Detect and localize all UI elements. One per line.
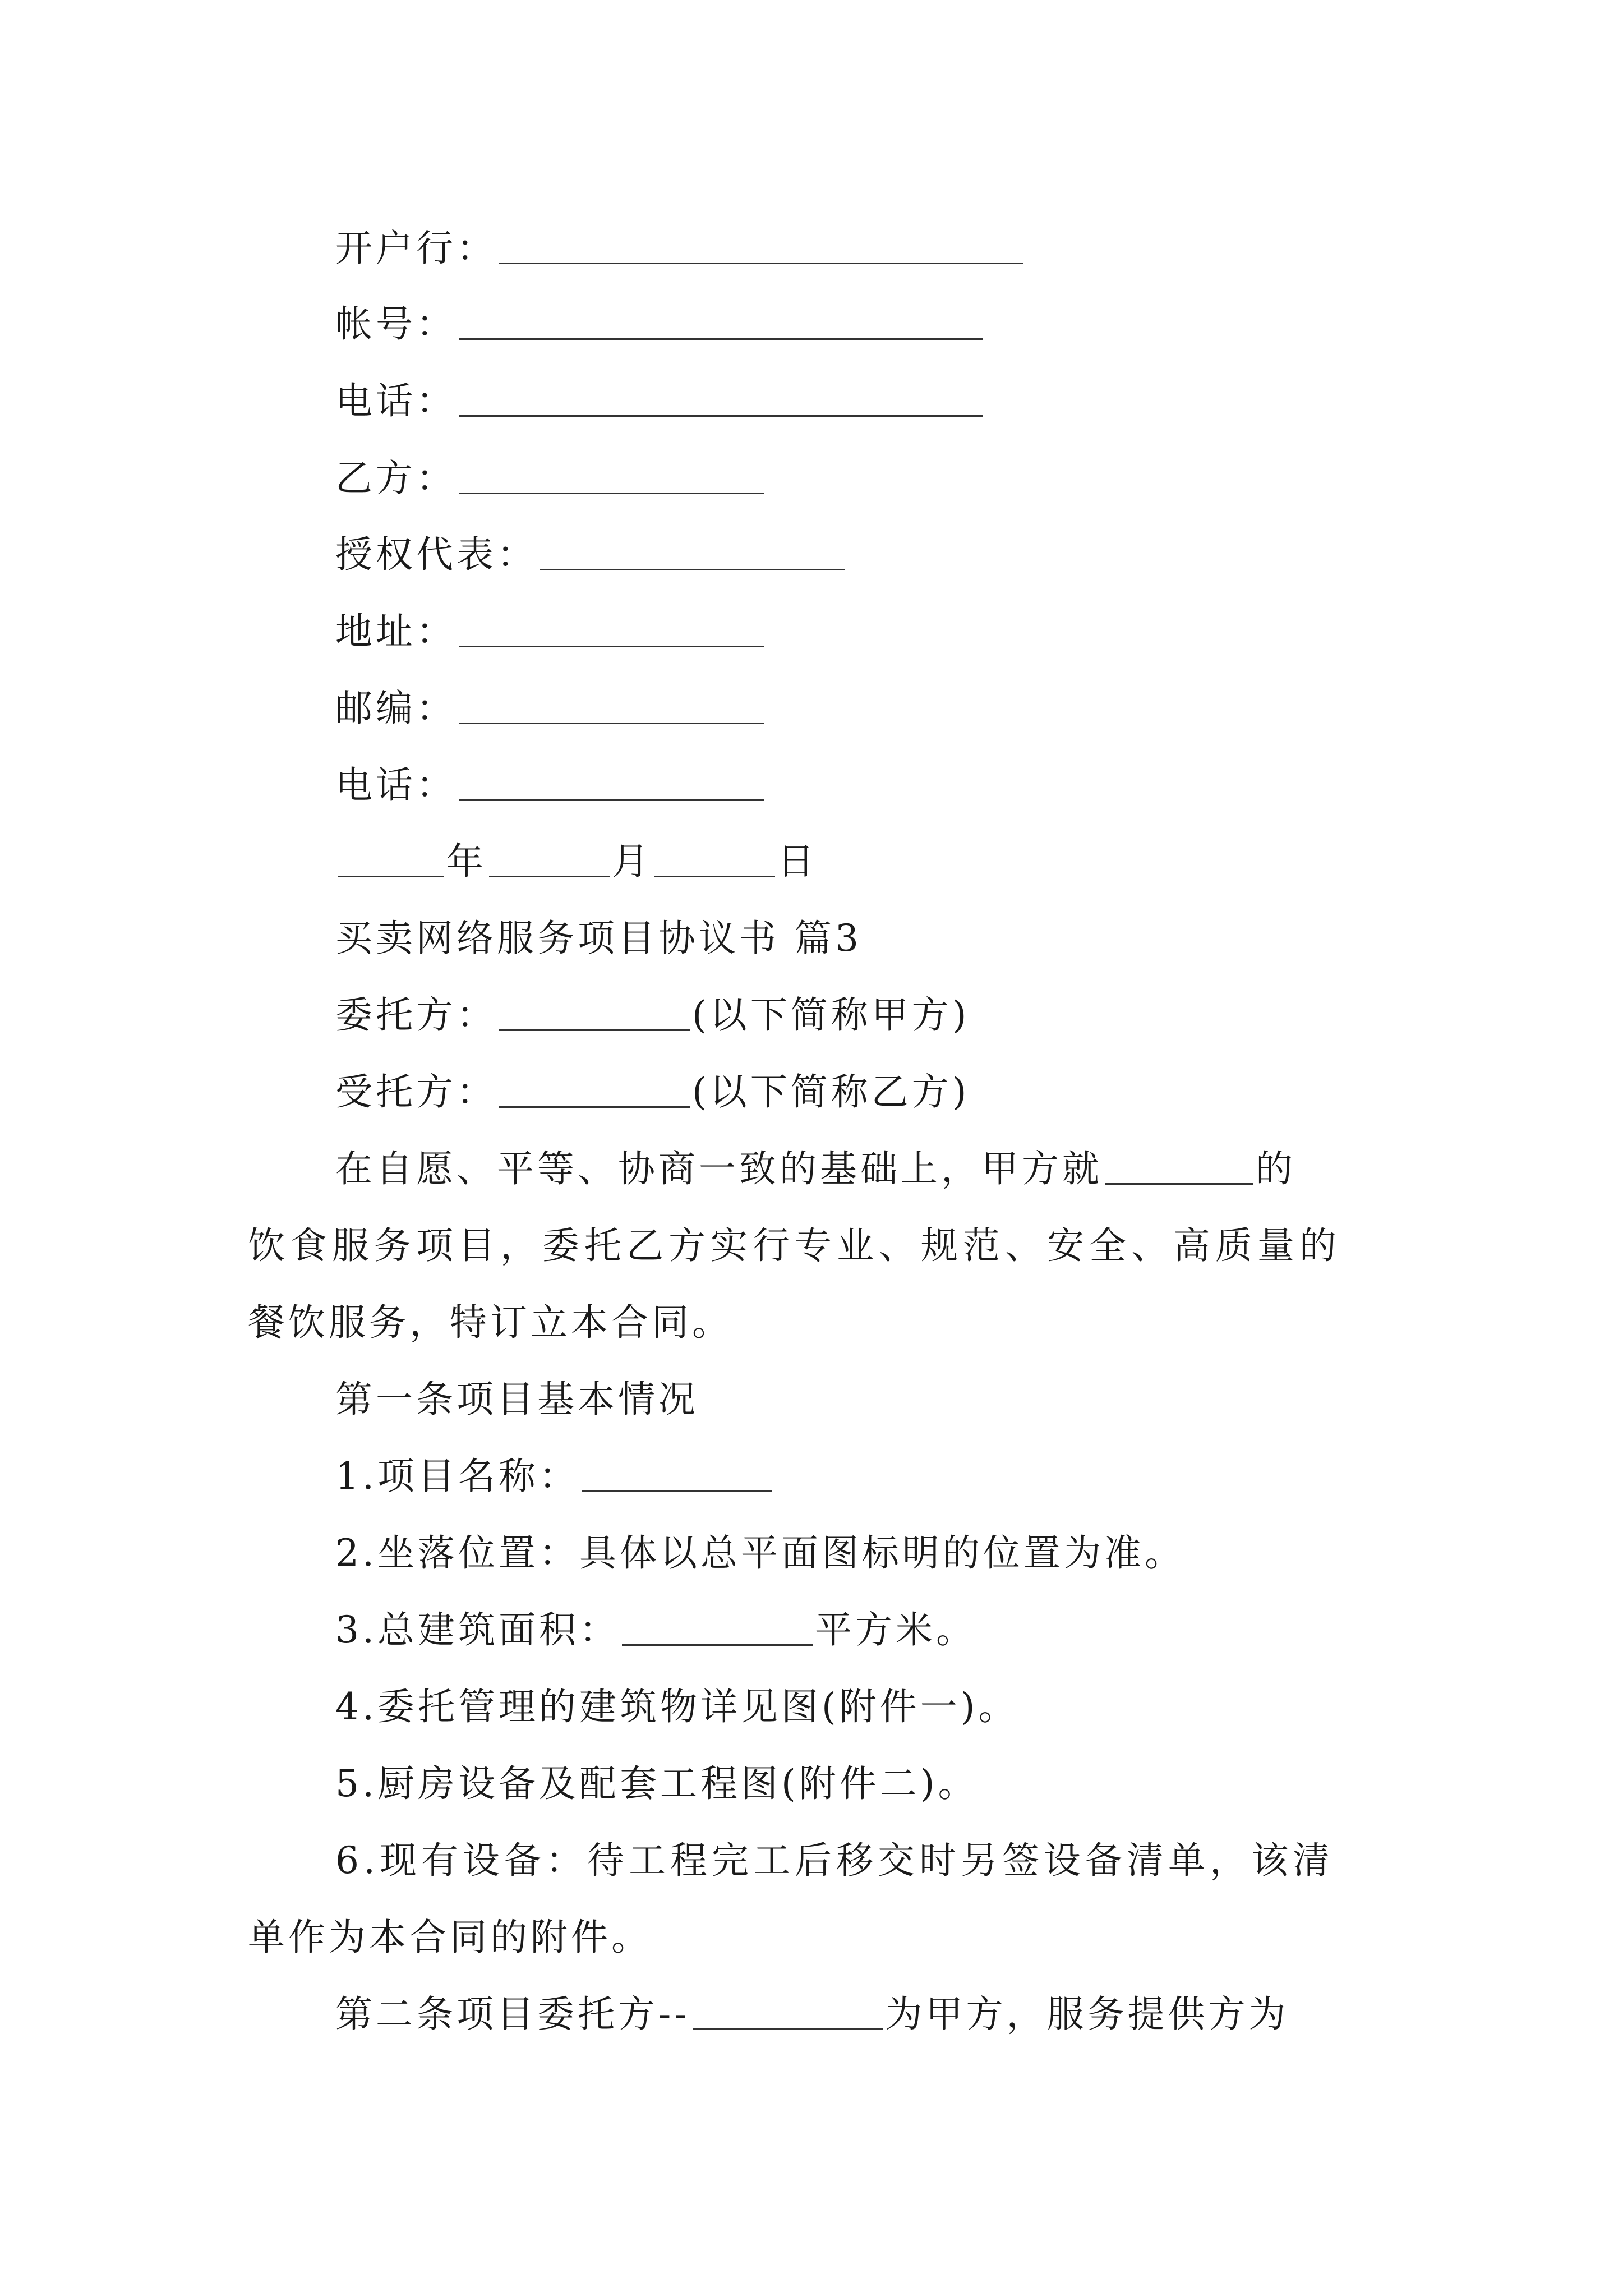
year-blank[interactable] <box>338 876 444 877</box>
phone-label-a: 电话： <box>335 379 457 422</box>
client-suffix: (以下简称甲方) <box>692 993 970 1037</box>
section-title: 买卖网络服务项目协议书 篇3 <box>335 917 862 960</box>
phone-blank-b[interactable] <box>459 799 764 801</box>
intro-prefix: 在自愿、平等、协商一致的基础上，甲方就 <box>335 1147 1103 1190</box>
contractor-label: 受托方： <box>335 1070 497 1114</box>
account-line <box>335 302 985 346</box>
item3-blank[interactable] <box>622 1644 813 1646</box>
article2-blank[interactable] <box>693 2028 883 2030</box>
month-blank[interactable] <box>489 876 610 877</box>
postcode-line <box>335 687 767 730</box>
party-b-label: 乙方： <box>335 457 457 500</box>
day-blank[interactable] <box>654 876 775 877</box>
bank-label: 开户行： <box>335 227 497 270</box>
intro-line-1 <box>335 1147 1296 1190</box>
item3-label: 3.总建筑面积： <box>335 1608 620 1651</box>
intro-line-3: 餐饮服务，特订立本合同。 <box>248 1301 732 1344</box>
address-blank[interactable] <box>459 646 764 647</box>
party-b-blank[interactable] <box>459 493 764 494</box>
intro-line-2: 饮食服务项目，委托乙方实行专业、规范、安全、高质量的 <box>248 1224 1341 1267</box>
item6-line-2: 单作为本合同的附件。 <box>248 1916 652 1959</box>
client-line <box>335 993 970 1037</box>
representative-label: 授权代表： <box>335 533 537 576</box>
intro-suffix: 的 <box>1256 1147 1296 1190</box>
article1-title: 第一条项目基本情况 <box>335 1378 699 1421</box>
item3-line <box>335 1608 976 1651</box>
contractor-blank[interactable] <box>499 1106 690 1108</box>
bank-blank[interactable] <box>499 263 1023 264</box>
phone-line-b <box>335 763 767 807</box>
year-label: 年 <box>446 840 487 883</box>
article2-line <box>335 1993 1289 2036</box>
date-line <box>335 840 818 883</box>
item3-suffix: 平方米。 <box>814 1608 976 1651</box>
phone-line-a <box>335 379 985 422</box>
address-label: 地址： <box>335 610 457 653</box>
item4-line: 4.委托管理的建筑物详见图(附件一)。 <box>335 1685 1019 1728</box>
phone-blank-a[interactable] <box>459 415 983 417</box>
day-label: 日 <box>777 840 818 883</box>
client-blank[interactable] <box>499 1029 690 1031</box>
postcode-label: 邮编： <box>335 687 457 730</box>
party-b-line <box>335 457 767 500</box>
item1-label: 1.项目名称： <box>335 1455 579 1498</box>
item2-line: 2.坐落位置：具体以总平面图标明的位置为准。 <box>335 1531 1185 1575</box>
article2-suffix: 为甲方，服务提供方为 <box>885 1993 1289 2036</box>
account-blank[interactable] <box>459 338 983 340</box>
representative-blank[interactable] <box>540 569 845 570</box>
month-label: 月 <box>612 840 652 883</box>
address-line <box>335 610 767 653</box>
item6-line-1: 6.现有设备：待工程完工后移交时另签设备清单，该清 <box>335 1839 1334 1882</box>
item1-blank[interactable] <box>582 1490 772 1492</box>
account-label: 帐号： <box>335 302 457 346</box>
bank-line <box>335 227 1026 270</box>
item1-line <box>335 1455 774 1498</box>
representative-line <box>335 533 847 576</box>
postcode-blank[interactable] <box>459 723 764 724</box>
client-label: 委托方： <box>335 993 497 1037</box>
intro-blank[interactable] <box>1105 1183 1253 1185</box>
contractor-suffix: (以下简称乙方) <box>692 1070 970 1114</box>
contractor-line <box>335 1070 970 1114</box>
phone-label-b: 电话： <box>335 763 457 807</box>
item5-line: 5.厨房设备及配套工程图(附件二)。 <box>335 1762 979 1805</box>
article2-prefix: 第二条项目委托方-- <box>335 1993 690 2036</box>
